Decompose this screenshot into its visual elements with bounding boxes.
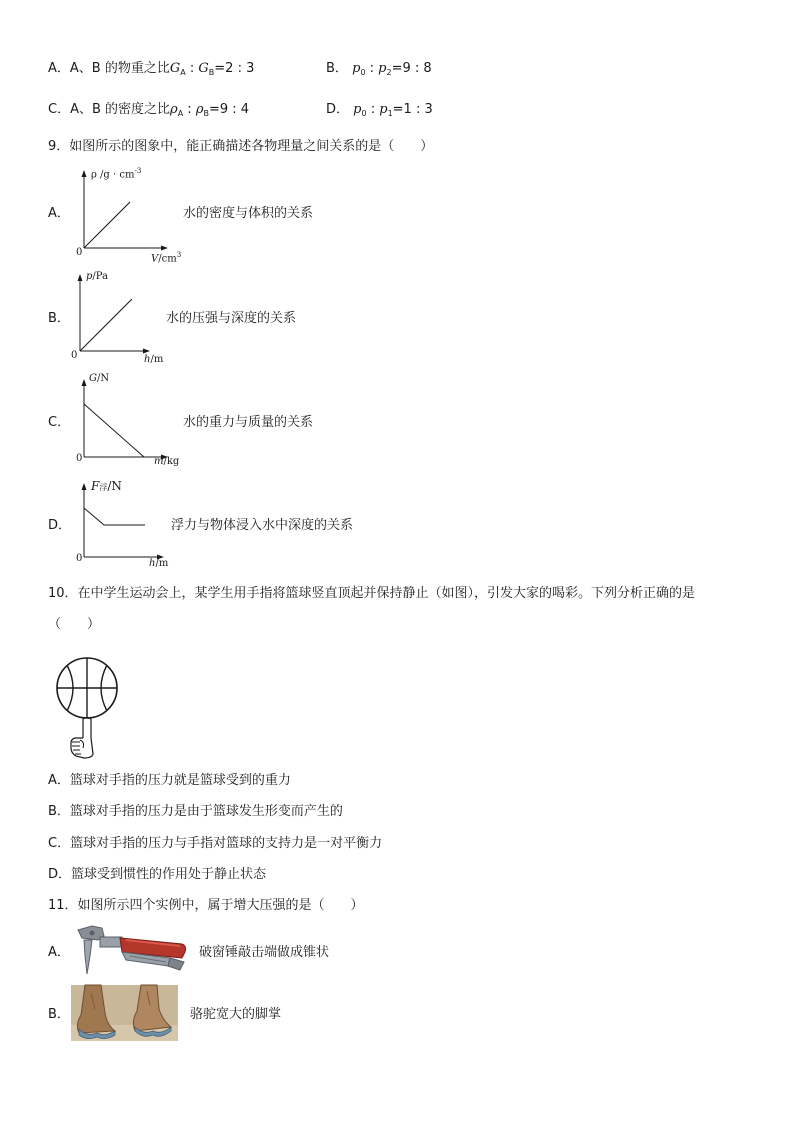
- q9-c-origin: 0: [76, 453, 83, 464]
- q9-option-a-desc: 水的密度与体积的关系: [183, 206, 314, 221]
- camel-feet-image: [71, 985, 178, 1041]
- q9-b-line: [80, 299, 132, 351]
- q9-d-line: [84, 508, 145, 525]
- q9-c-line: [84, 404, 144, 457]
- q9-stem: 9．如图所示的图象中，能正确描述各物理量之间关系的是（ ）: [48, 139, 434, 154]
- q9-option-a-label: A．: [48, 206, 70, 221]
- q9-option-c-label: C．: [48, 415, 71, 430]
- q10-option-d: D．篮球受到惯性的作用处于静止状态: [48, 867, 267, 882]
- q9-graph-a: [70, 168, 190, 263]
- q9-c-yaxis-label: G/N: [89, 373, 110, 384]
- q9-option-d-label: D．: [48, 518, 72, 533]
- q9-option-d-desc: 浮力与物体浸入水中深度的关系: [171, 518, 354, 533]
- q9-a-yaxis-label: ρ $/g \cdot cm^{-3}$: [91, 167, 142, 181]
- q9-a-xaxis-label: $V/cm^3$: [151, 251, 182, 265]
- q10-stem-line1: 10．在中学生运动会上，某学生用手指将篮球竖直顶起并保持静止（如图），引发大家的喝彩。下列分析正确的是: [48, 586, 696, 601]
- q8-option-d: D． $p_0$ : $p_1=1$ : 3: [326, 102, 433, 118]
- q11-option-a-desc: 破窗锤敲击端做成锥状: [199, 945, 330, 960]
- q9-a-line: [84, 202, 130, 248]
- q9-a-origin: 0: [76, 247, 83, 258]
- q9-option-c-desc: 水的重力与质量的关系: [183, 415, 314, 430]
- q11-option-a-label: A．: [48, 945, 70, 960]
- q9-b-origin: 0: [71, 350, 78, 361]
- q11-option-b-desc: 骆驼宽大的脚掌: [190, 1007, 282, 1022]
- basketball-finger-illustration: [52, 654, 124, 762]
- q9-b-xaxis-label: h/m: [144, 354, 164, 365]
- q10-option-c: C．篮球对手指的压力与手指对篮球的支持力是一对平衡力: [48, 836, 383, 851]
- q8-option-a: A．A、B 的物重之比$G_A$ : $G_B=2$ : 3: [48, 61, 255, 77]
- q8-option-b: B． $p_0$ : $p_2=9$ : 8: [326, 61, 432, 77]
- q9-option-b-label: B．: [48, 311, 70, 326]
- q9-d-origin: 0: [76, 553, 83, 564]
- q10-stem-line2: （ ）: [48, 617, 101, 632]
- q9-b-yaxis-label: p/Pa: [86, 271, 109, 282]
- q9-d-yaxis-label: F浮/N: [91, 479, 122, 493]
- safety-hammer-image: [70, 922, 190, 980]
- q9-option-b-desc: 水的压强与深度的关系: [166, 311, 297, 326]
- q8-option-c: C．A、B 的密度之比$\rho_A$ : $\rho_B=9$ : 4: [48, 102, 250, 118]
- q10-option-b: B．篮球对手指的压力是由于篮球发生形变而产生的: [48, 804, 343, 819]
- q10-option-a: A．篮球对手指的压力就是篮球受到的重力: [48, 773, 291, 788]
- q9-c-xaxis-label: m/kg: [154, 456, 180, 467]
- q11-option-b-label: B．: [48, 1007, 70, 1022]
- q9-d-xaxis-label: h/m: [149, 558, 169, 569]
- q11-stem: 11．如图所示四个实例中，属于增大压强的是（ ）: [48, 898, 364, 913]
